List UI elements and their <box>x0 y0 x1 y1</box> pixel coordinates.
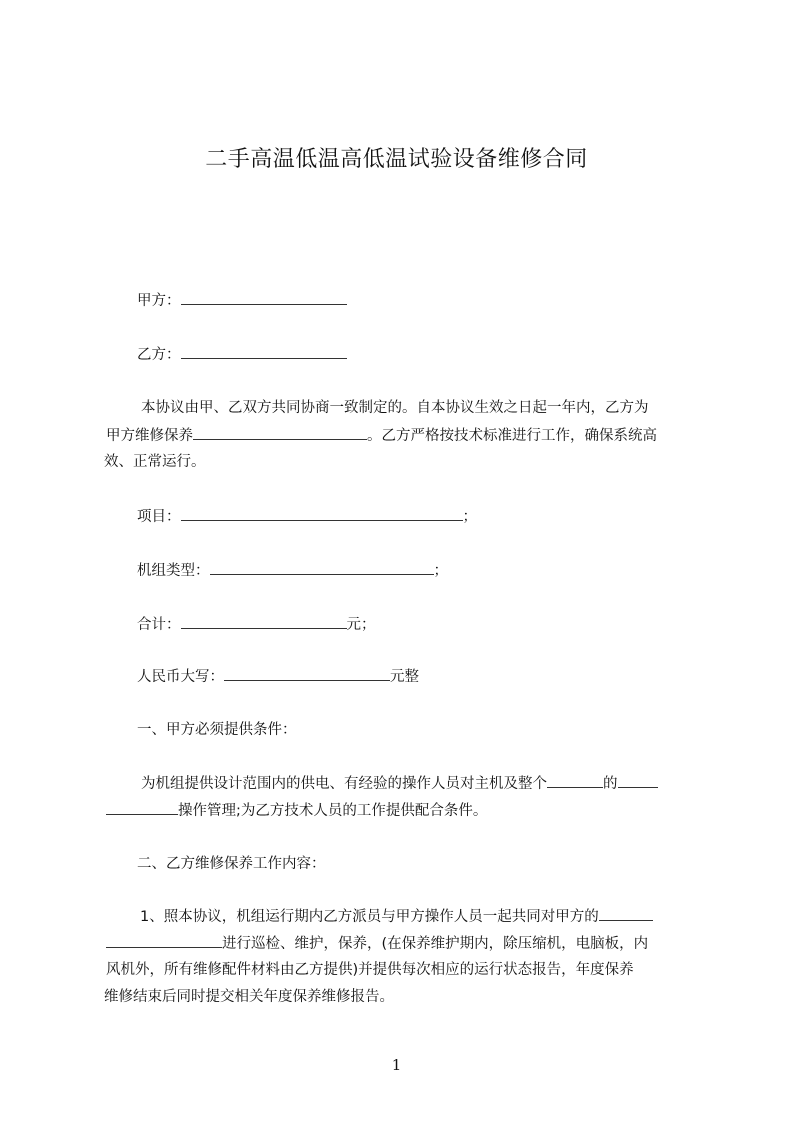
party-a-label: 甲方： <box>137 293 181 309</box>
rmb-blank[interactable] <box>224 666 390 681</box>
section2-line-3: 风机外，所有维修配件材料由乙方提供)并提供每次相应的运行状态报告，年度保养 <box>106 962 634 978</box>
section1-heading: 一、甲方必须提供条件： <box>137 722 297 738</box>
party-b-line <box>137 344 347 365</box>
project-end: ； <box>462 509 477 525</box>
document-title: 二手高温低温高低温试验设备维修合同 <box>205 147 588 172</box>
section1-line-2 <box>106 800 487 821</box>
section2-line-2 <box>106 933 648 954</box>
intro-line-3: 效、正常运行。 <box>104 454 206 470</box>
total-label: 合计： <box>137 617 181 633</box>
section2-line-1 <box>140 906 653 927</box>
section2-blank-1[interactable] <box>599 906 653 921</box>
project-line <box>137 506 477 527</box>
rmb-line <box>137 666 419 687</box>
party-b-blank[interactable] <box>181 344 347 359</box>
section1-blank-2[interactable] <box>618 773 658 788</box>
section2-line-4: 维修结束后同时提交相关年度保养维修报告。 <box>104 989 394 1005</box>
section2-heading: 二、乙方维修保养工作内容： <box>137 856 326 872</box>
total-unit: 元； <box>346 617 376 633</box>
party-a-line <box>137 290 347 311</box>
total-line <box>137 614 376 635</box>
intro-line-1: 本协议由甲、乙双方共同协商一致制定的。自本协议生效之日起一年内，乙方为 <box>141 400 649 416</box>
unit-type-blank[interactable] <box>210 560 434 575</box>
section2-text-b: 进行巡检、维护，保养，(在保养维护期内，除压缩机，电脑板，内 <box>222 936 649 952</box>
page-number: 1 <box>391 1056 402 1074</box>
project-label: 项目： <box>137 509 181 525</box>
section1-blank-1[interactable] <box>547 773 603 788</box>
section1-line-1 <box>141 773 658 794</box>
section1-blank-3[interactable] <box>106 800 178 815</box>
total-blank[interactable] <box>181 614 347 629</box>
section1-text-a: 为机组提供设计范围内的供电、有经验的操作人员对主机及整个 <box>141 776 547 792</box>
party-b-label: 乙方： <box>137 347 181 363</box>
rmb-unit: 元整 <box>390 669 419 685</box>
maintenance-equipment-blank[interactable] <box>193 425 367 440</box>
intro-line-2 <box>106 425 657 446</box>
intro-text-b: 。乙方严格按技术标准进行工作，确保系统高 <box>367 428 657 444</box>
section1-text-b: 的 <box>603 776 618 792</box>
section1-text-c: 操作管理;为乙方技术人员的工作提供配合条件。 <box>178 803 488 819</box>
party-a-blank[interactable] <box>181 290 347 305</box>
rmb-label: 人民币大写： <box>137 669 224 685</box>
unit-type-line <box>137 560 448 581</box>
unit-type-label: 机组类型： <box>137 563 210 579</box>
section2-text-a: 1、照本协议，机组运行期内乙方派员与甲方操作人员一起共同对甲方的 <box>140 909 599 925</box>
unit-type-end: ； <box>433 563 448 579</box>
intro-text-a: 甲方维修保养 <box>106 428 193 444</box>
project-blank[interactable] <box>181 506 463 521</box>
section2-blank-2[interactable] <box>106 933 222 948</box>
